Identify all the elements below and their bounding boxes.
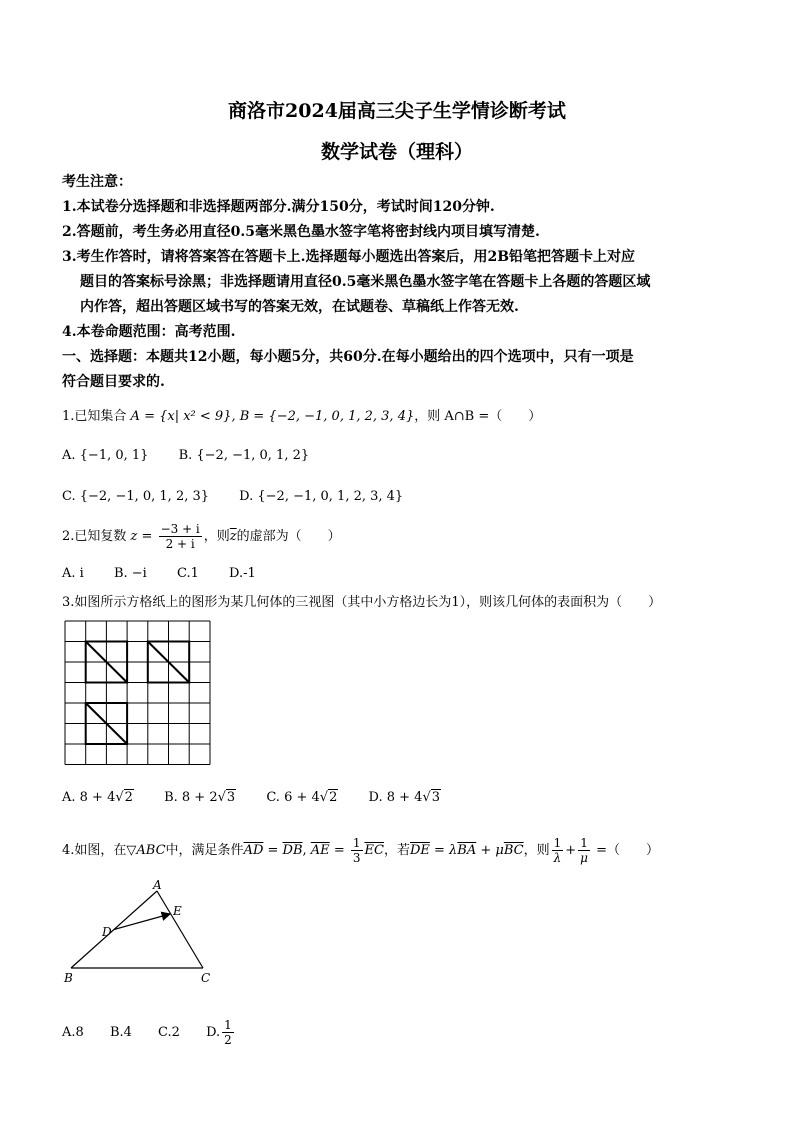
label-e: E	[173, 904, 182, 918]
side-ac	[157, 891, 203, 968]
label-c: C	[201, 971, 211, 985]
notice-item-2: 2.答题前，考生务必用直径0.5毫米黑色墨水签字笔将密封线内项目填写清楚.	[62, 224, 540, 240]
section-heading: 一、选择题：本题共12小题，每小题5分，共60分.在每小题给出的四个选项中，只有一项是	[62, 349, 634, 365]
three-view-grid-figure	[64, 620, 214, 776]
q4-vec-db: $\overline{DB}$	[282, 843, 303, 858]
q3-option-c[interactable]: C. 6 + 4√2	[266, 790, 338, 805]
notice-item-1: 1.本试卷分选择题和非选择题两部分.满分150分，考试时间120分钟.	[62, 199, 495, 215]
q4-option-d[interactable]: D. $\frac{1}{2}$	[206, 1018, 232, 1047]
q3-option-a[interactable]: A. 8 + 4√2	[62, 790, 133, 805]
q2-numerator: −3 + i	[160, 522, 200, 536]
q4-vec-ba: $\overline{BA}$	[457, 843, 477, 858]
notice-item-4: 4.本卷命题范围：高考范围.	[62, 324, 236, 340]
three-view-shapes	[86, 642, 190, 745]
notice-item-3: 3.考生作答时，请将答案答在答题卡上.选择题每小题选出答案后，用2B铅笔把答题卡上对应	[62, 249, 636, 265]
q1-option-b[interactable]: B. {−2, −1, 0, 1, 2}	[178, 448, 310, 463]
q3-option-d[interactable]: D. 8 + 4√3	[368, 790, 441, 805]
q2-option-d[interactable]: D.-1	[229, 566, 256, 581]
q2-ask-pre: ，则	[203, 529, 230, 544]
label-b: B	[64, 971, 73, 985]
exam-subtitle: 数学试卷（理科）	[320, 141, 473, 163]
q1-set-a: A = {x| x² < 9}	[130, 409, 232, 424]
label-d: D	[102, 925, 112, 939]
q1-options-row-1	[62, 448, 335, 463]
q4-option-b[interactable]: B.4	[109, 1025, 132, 1040]
q4-vec-ad: $\overline{AD}$	[243, 843, 264, 858]
q1-options-row-2	[62, 489, 429, 504]
q2-option-a[interactable]: A. i	[62, 566, 84, 581]
q4-vec-bc: $\overline{BC}$	[503, 843, 524, 858]
q1-set-b: , B = {−2, −1, 0, 1, 2, 3, 4}	[231, 409, 415, 424]
q1-prefix: 1.已知集合	[62, 409, 127, 424]
q2-fraction	[159, 522, 202, 551]
question-4: 4.如图，在▽ABC中，满足条件$\overline{AD} = \overline{DB}$, $\overline{AE}$ = $\frac{1}{3}$ $\overline{EC}$，若$\overline{DE} = \lambda\overline{BA} + \mu\overline{BC}$，则 $\frac{1}{\lambda}$ + $\frac{1}{\mu}$ =（ ）	[62, 836, 659, 865]
q1-option-a[interactable]: A. {−1, 0, 1}	[62, 448, 149, 463]
question-3: 3.如图所示方格纸上的图形为某几何体的三视图（其中小方格边长为1），则该几何体的表面积为（ ）	[62, 595, 662, 610]
q2-denominator: 2 + i	[165, 537, 195, 551]
q2-ask-post: 的虚部为（ ）	[236, 529, 341, 544]
q2-options	[62, 566, 282, 581]
q4-frac-lambda: $\frac{1}{\lambda}$	[553, 836, 562, 865]
q1-option-d[interactable]: D. {−2, −1, 0, 1, 2, 3, 4}	[239, 489, 404, 504]
q1-ask: ，则 A∩B =（ ）	[414, 409, 542, 424]
q4-vec-de: $\overline{DE}$	[409, 843, 430, 858]
q2-prefix: 2.已知复数	[62, 529, 127, 544]
triangle-figure	[60, 878, 220, 986]
question-1	[62, 405, 541, 424]
q2-z: z =	[130, 529, 153, 544]
notice-item-3-cont2: 内作答，超出答题区域书写的答案无效，在试题卷、草稿纸上作答无效.	[80, 299, 519, 315]
q4-option-a[interactable]: A.8	[62, 1025, 84, 1040]
label-a: A	[153, 878, 162, 892]
q4-options	[62, 1018, 262, 1047]
q2-option-c[interactable]: C.1	[176, 566, 199, 581]
q4-option-c[interactable]: C.2	[158, 1025, 180, 1040]
notice-heading: 考生注意：	[62, 174, 132, 190]
q1-option-c[interactable]: C. {−2, −1, 0, 1, 2, 3}	[62, 489, 210, 504]
q4-mid: 中，满足条件	[165, 843, 244, 858]
section-heading-cont: 符合题目要求的.	[62, 374, 165, 390]
exam-title: 商洛市2024届高三尖子生学情诊断考试	[228, 100, 566, 122]
notice-item-3-cont: 题目的答案标号涂黑；非选择题请用直径0.5毫米黑色墨水签字笔在答题卡上各题的答题区域	[80, 274, 651, 290]
q3-options	[62, 790, 467, 805]
q4-triangle: ▽ABC	[126, 843, 166, 858]
q4-vec-ec: $\overline{EC}$	[364, 843, 384, 858]
q4-vec-ae: $\overline{AE}$	[310, 843, 330, 858]
q3-option-b[interactable]: B. 8 + 2√3	[164, 790, 236, 805]
q2-zbar: $\overline{z}$	[229, 529, 237, 544]
q4-frac-mu: $\frac{1}{\mu}$	[580, 836, 588, 865]
question-2	[62, 522, 341, 551]
q4-third: $\frac{1}{3}$	[352, 836, 361, 865]
q4-prefix: 4.如图，在	[62, 843, 127, 858]
q2-option-b[interactable]: B. −i	[113, 566, 147, 581]
